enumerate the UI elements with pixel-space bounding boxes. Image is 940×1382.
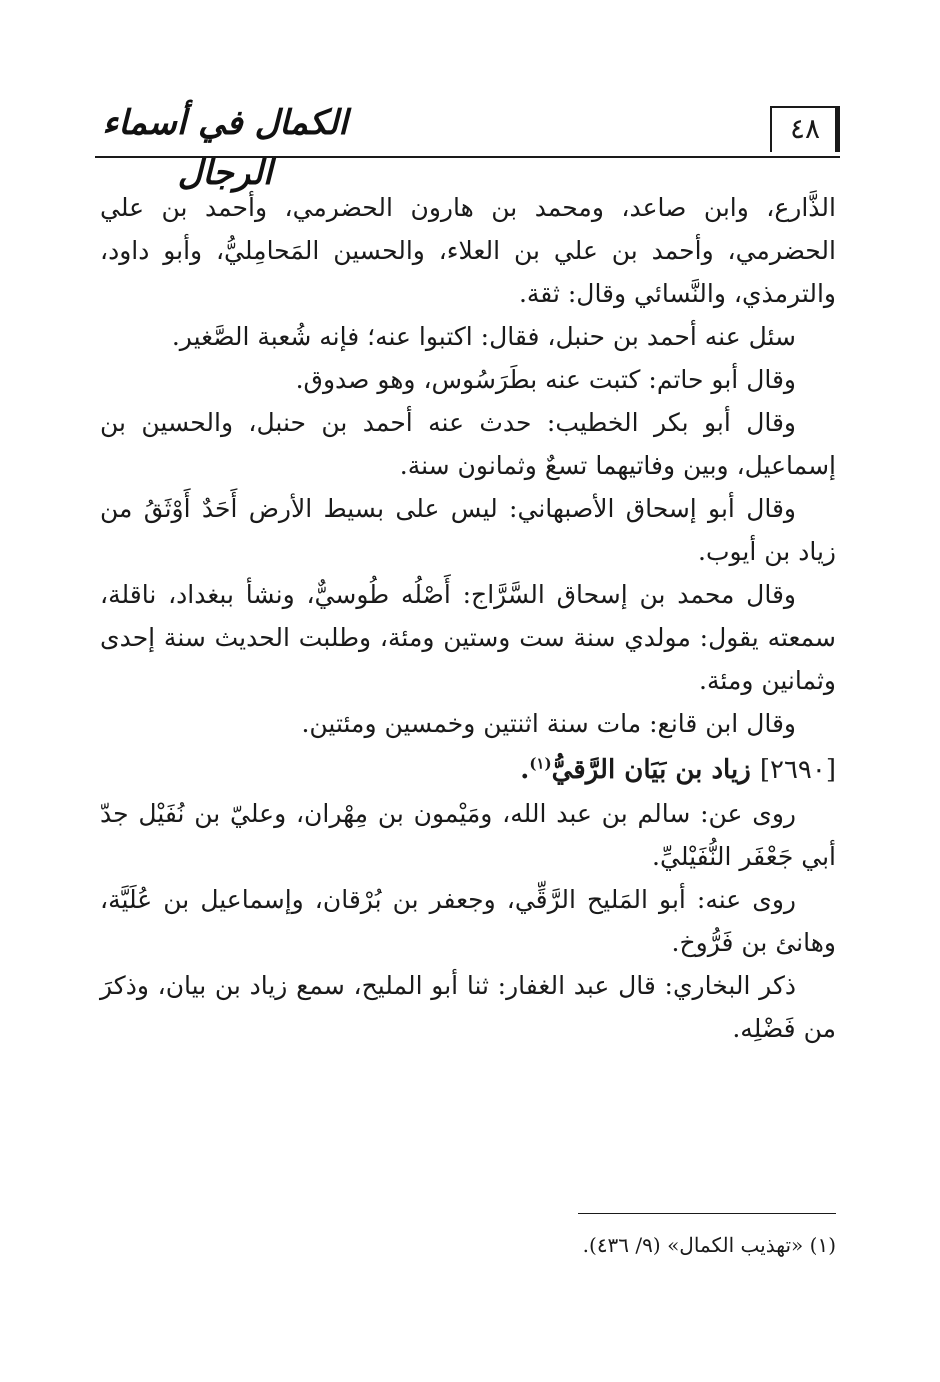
paragraph: روى عن: سالم بن عبد الله، ومَيْمون بن مِهْران، وعليّ بن نُفَيْل جدّ أبي جَعْفَر النُّفَيْليِّ. — [100, 799, 836, 871]
paragraph: الذَّارع، وابن صاعد، ومحمد بن هارون الحضرمي، وأحمد بن علي الحضرمي، وأحمد بن علي بن العلاء، والحسين المَحامِليُّ، وأبو داود، والترمذي، والنَّسائي وقال: ثقة. — [100, 193, 836, 308]
entry-heading — [100, 749, 836, 792]
page-header — [95, 92, 840, 193]
paragraph: سئل عنه أحمد بن حنبل، فقال: اكتبوا عنه؛ فإنه شُعبة الصَّغير. — [171, 322, 796, 351]
paragraph: روى عنه: أبو المَليح الرَّقِّي، وجعفر بن بُرْقان، وإسماعيل بن عُلَيَّة، وهانئ بن فَرُّوخ. — [100, 885, 836, 957]
footnote-ref: (١) — [529, 754, 552, 773]
paragraph: وقال محمد بن إسحاق السَّرَّاج: أَصْلُه طُوسيٌّ، ونشأ ببغداد، ناقلة، سمعته يقول: مولدي سنة ست وستين ومئة، وطلبت الحديث سنة إحدى وثمانين ومئة. — [100, 580, 836, 695]
page-number: ٤٨ — [770, 106, 840, 152]
page-body — [100, 186, 836, 1050]
footnote: (١) «تهذيب الكمال» (٩/ ٤٣٦). — [582, 1233, 836, 1257]
entry-number: [٢٦٩٠] — [759, 755, 836, 785]
footnote-rule — [578, 1213, 836, 1214]
book-title: الكمال في أسماء الرجال — [102, 103, 348, 193]
paragraph: وقال ابن قانع: مات سنة اثنتين وخمسين ومئتين. — [301, 709, 796, 738]
paragraph: وقال أبو إسحاق الأصبهاني: ليس على بسيط الأرض أَحَدٌ أَوْثَقُ من زياد بن أيوب. — [100, 494, 836, 566]
paragraph: وقال أبو بكر الخطيب: حدث عنه أحمد بن حنبل، والحسين بن إسماعيل، وبين وفاتيهما تسعٌ وثمانون سنة. — [100, 408, 836, 480]
header-rule — [95, 156, 840, 158]
entry-name: زياد بن بَيَان الرَّقيُّ — [551, 755, 751, 785]
paragraph: ذكر البخاري: قال عبد الغفار: ثنا أبو المليح، سمع زياد بن بيان، وذكرَ من فَضْلِه. — [100, 971, 836, 1043]
paragraph: وقال أبو حاتم: كتبت عنه بطَرَسُوس، وهو صدوق. — [295, 365, 796, 394]
entry-end: . — [520, 755, 530, 785]
